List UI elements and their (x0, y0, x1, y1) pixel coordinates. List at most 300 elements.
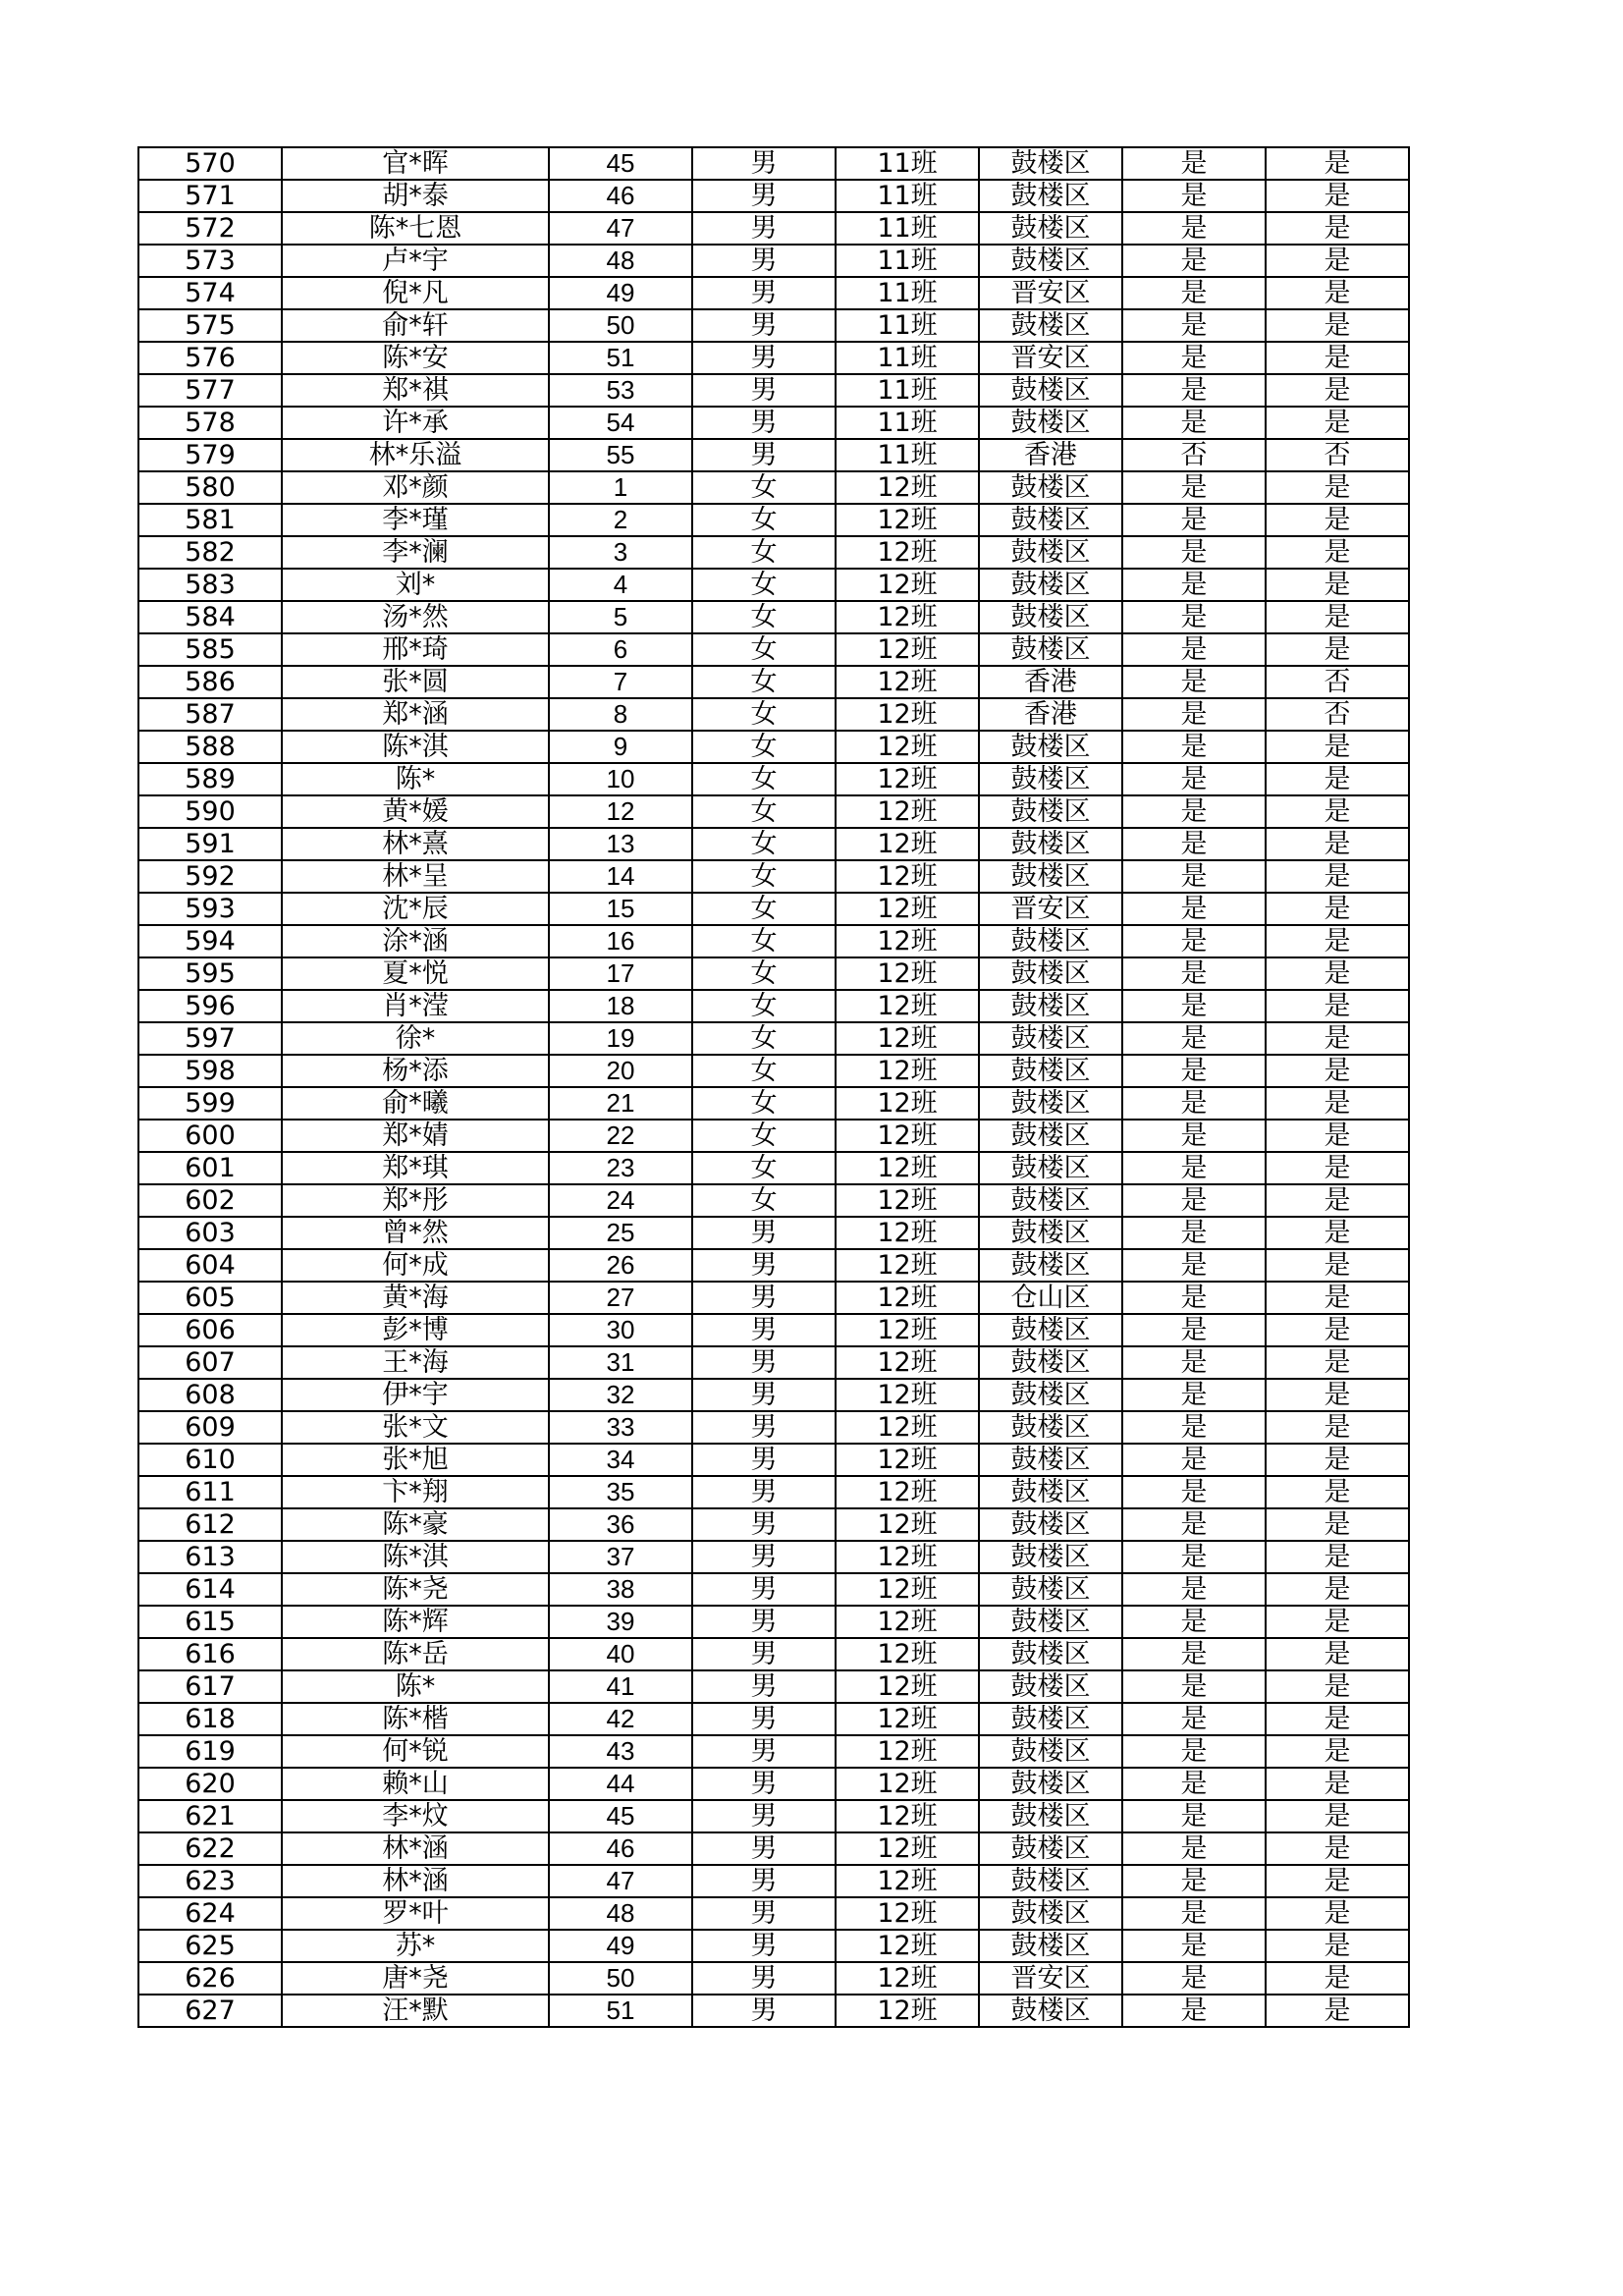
flag-b-cell: 是 (1266, 731, 1409, 763)
gender-cell: 男 (692, 1379, 836, 1411)
flag-b-cell: 是 (1266, 1184, 1409, 1217)
seat-number-cell: 8 (549, 698, 692, 731)
flag-a-cell: 是 (1122, 504, 1266, 536)
class-cell: 12班 (836, 1152, 979, 1184)
class-cell: 11班 (836, 374, 979, 407)
class-cell: 12班 (836, 1606, 979, 1638)
student-name-cell: 汪*默 (282, 1995, 549, 2027)
table-row (138, 666, 1409, 698)
class-cell: 12班 (836, 1930, 979, 1962)
class-cell: 12班 (836, 536, 979, 569)
flag-b-cell: 是 (1266, 1087, 1409, 1120)
class-cell: 12班 (836, 1411, 979, 1444)
flag-b-cell: 是 (1266, 1022, 1409, 1055)
district-cell: 鼓楼区 (979, 1638, 1122, 1670)
flag-a-cell: 是 (1122, 957, 1266, 990)
class-cell: 12班 (836, 1087, 979, 1120)
flag-a-cell: 是 (1122, 180, 1266, 212)
district-cell: 鼓楼区 (979, 601, 1122, 633)
student-name-cell: 卞*翔 (282, 1476, 549, 1508)
row-number-cell: 621 (138, 1800, 282, 1832)
row-number-cell: 596 (138, 990, 282, 1022)
district-cell: 鼓楼区 (979, 828, 1122, 860)
flag-b-cell: 是 (1266, 180, 1409, 212)
class-cell: 12班 (836, 1120, 979, 1152)
flag-a-cell: 是 (1122, 925, 1266, 957)
seat-number-cell: 53 (549, 374, 692, 407)
gender-cell: 男 (692, 1832, 836, 1865)
student-name-cell: 黄*海 (282, 1282, 549, 1314)
district-cell: 鼓楼区 (979, 925, 1122, 957)
row-number-cell: 625 (138, 1930, 282, 1962)
district-cell: 晋安区 (979, 893, 1122, 925)
class-cell: 12班 (836, 1379, 979, 1411)
table-row (138, 795, 1409, 828)
gender-cell: 男 (692, 1897, 836, 1930)
flag-b-cell: 是 (1266, 1541, 1409, 1573)
table-row (138, 1638, 1409, 1670)
table-row (138, 1897, 1409, 1930)
flag-a-cell: 是 (1122, 1573, 1266, 1606)
student-name-cell: 林*涵 (282, 1865, 549, 1897)
row-number-cell: 600 (138, 1120, 282, 1152)
student-name-cell: 伊*宇 (282, 1379, 549, 1411)
gender-cell: 女 (692, 957, 836, 990)
flag-a-cell: 是 (1122, 374, 1266, 407)
student-name-cell: 林*乐溢 (282, 439, 549, 471)
student-name-cell: 卢*宇 (282, 245, 549, 277)
class-cell: 12班 (836, 1022, 979, 1055)
gender-cell: 男 (692, 342, 836, 374)
student-name-cell: 倪*凡 (282, 277, 549, 309)
class-cell: 12班 (836, 1670, 979, 1703)
gender-cell: 男 (692, 277, 836, 309)
student-name-cell: 陈*七恩 (282, 212, 549, 245)
gender-cell: 男 (692, 1962, 836, 1995)
flag-b-cell: 是 (1266, 1930, 1409, 1962)
row-number-cell: 606 (138, 1314, 282, 1346)
row-number-cell: 603 (138, 1217, 282, 1249)
student-name-cell: 苏* (282, 1930, 549, 1962)
class-cell: 12班 (836, 763, 979, 795)
seat-number-cell: 9 (549, 731, 692, 763)
flag-a-cell: 是 (1122, 1314, 1266, 1346)
gender-cell: 女 (692, 504, 836, 536)
row-number-cell: 586 (138, 666, 282, 698)
district-cell: 鼓楼区 (979, 860, 1122, 893)
table-row (138, 1865, 1409, 1897)
flag-a-cell: 是 (1122, 1411, 1266, 1444)
seat-number-cell: 16 (549, 925, 692, 957)
seat-number-cell: 23 (549, 1152, 692, 1184)
flag-b-cell: 是 (1266, 1444, 1409, 1476)
student-name-cell: 陈* (282, 763, 549, 795)
flag-b-cell: 是 (1266, 1055, 1409, 1087)
table-row (138, 147, 1409, 180)
class-cell: 11班 (836, 407, 979, 439)
row-number-cell: 574 (138, 277, 282, 309)
class-cell: 12班 (836, 1768, 979, 1800)
student-name-cell: 曾*然 (282, 1217, 549, 1249)
table-row (138, 1184, 1409, 1217)
student-name-cell: 肖*滢 (282, 990, 549, 1022)
flag-b-cell: 是 (1266, 1735, 1409, 1768)
flag-a-cell: 是 (1122, 1152, 1266, 1184)
gender-cell: 男 (692, 147, 836, 180)
seat-number-cell: 45 (549, 1800, 692, 1832)
flag-b-cell: 是 (1266, 1314, 1409, 1346)
row-number-cell: 605 (138, 1282, 282, 1314)
table-row (138, 180, 1409, 212)
student-name-cell: 罗*叶 (282, 1897, 549, 1930)
student-name-cell: 汤*然 (282, 601, 549, 633)
row-number-cell: 581 (138, 504, 282, 536)
class-cell: 12班 (836, 731, 979, 763)
district-cell: 鼓楼区 (979, 471, 1122, 504)
table-row (138, 439, 1409, 471)
flag-b-cell: 是 (1266, 342, 1409, 374)
flag-a-cell: 是 (1122, 1865, 1266, 1897)
table-row (138, 504, 1409, 536)
seat-number-cell: 34 (549, 1444, 692, 1476)
class-cell: 12班 (836, 1055, 979, 1087)
district-cell: 鼓楼区 (979, 504, 1122, 536)
student-name-cell: 陈*尧 (282, 1573, 549, 1606)
flag-a-cell: 是 (1122, 731, 1266, 763)
seat-number-cell: 46 (549, 180, 692, 212)
district-cell: 香港 (979, 439, 1122, 471)
table-row (138, 471, 1409, 504)
class-cell: 12班 (836, 860, 979, 893)
district-cell: 鼓楼区 (979, 633, 1122, 666)
class-cell: 12班 (836, 1800, 979, 1832)
table-row (138, 1444, 1409, 1476)
row-number-cell: 624 (138, 1897, 282, 1930)
gender-cell: 女 (692, 893, 836, 925)
student-name-cell: 涂*涵 (282, 925, 549, 957)
gender-cell: 女 (692, 633, 836, 666)
student-name-cell: 张*旭 (282, 1444, 549, 1476)
table-row (138, 212, 1409, 245)
class-cell: 12班 (836, 471, 979, 504)
student-name-cell: 李*炆 (282, 1800, 549, 1832)
flag-a-cell: 是 (1122, 990, 1266, 1022)
flag-a-cell: 是 (1122, 342, 1266, 374)
class-cell: 11班 (836, 439, 979, 471)
district-cell: 鼓楼区 (979, 569, 1122, 601)
flag-a-cell: 是 (1122, 1282, 1266, 1314)
flag-a-cell: 是 (1122, 1703, 1266, 1735)
gender-cell: 女 (692, 828, 836, 860)
flag-b-cell: 是 (1266, 1638, 1409, 1670)
district-cell: 鼓楼区 (979, 1184, 1122, 1217)
row-number-cell: 595 (138, 957, 282, 990)
seat-number-cell: 15 (549, 893, 692, 925)
seat-number-cell: 27 (549, 1282, 692, 1314)
row-number-cell: 627 (138, 1995, 282, 2027)
class-cell: 12班 (836, 1508, 979, 1541)
student-name-cell: 李*瑾 (282, 504, 549, 536)
seat-number-cell: 2 (549, 504, 692, 536)
district-cell: 鼓楼区 (979, 1541, 1122, 1573)
table-row (138, 1800, 1409, 1832)
class-cell: 12班 (836, 1541, 979, 1573)
flag-b-cell: 是 (1266, 212, 1409, 245)
district-cell: 鼓楼区 (979, 1314, 1122, 1346)
flag-b-cell: 是 (1266, 633, 1409, 666)
gender-cell: 女 (692, 990, 836, 1022)
district-cell: 鼓楼区 (979, 1930, 1122, 1962)
seat-number-cell: 13 (549, 828, 692, 860)
table-row (138, 1055, 1409, 1087)
gender-cell: 男 (692, 1314, 836, 1346)
class-cell: 12班 (836, 828, 979, 860)
district-cell: 鼓楼区 (979, 1768, 1122, 1800)
seat-number-cell: 21 (549, 1087, 692, 1120)
student-name-cell: 李*澜 (282, 536, 549, 569)
seat-number-cell: 20 (549, 1055, 692, 1087)
flag-a-cell: 是 (1122, 1249, 1266, 1282)
seat-number-cell: 5 (549, 601, 692, 633)
flag-b-cell: 是 (1266, 245, 1409, 277)
flag-b-cell: 是 (1266, 1476, 1409, 1508)
class-cell: 11班 (836, 277, 979, 309)
flag-a-cell: 是 (1122, 1995, 1266, 2027)
district-cell: 香港 (979, 666, 1122, 698)
gender-cell: 男 (692, 1411, 836, 1444)
table-row (138, 1314, 1409, 1346)
gender-cell: 女 (692, 569, 836, 601)
class-cell: 12班 (836, 1962, 979, 1995)
flag-b-cell: 否 (1266, 666, 1409, 698)
district-cell: 鼓楼区 (979, 1022, 1122, 1055)
flag-b-cell: 是 (1266, 860, 1409, 893)
table-row (138, 1606, 1409, 1638)
flag-b-cell: 是 (1266, 374, 1409, 407)
seat-number-cell: 51 (549, 1995, 692, 2027)
table-row (138, 828, 1409, 860)
flag-a-cell: 是 (1122, 569, 1266, 601)
table-row (138, 1152, 1409, 1184)
class-cell: 12班 (836, 633, 979, 666)
seat-number-cell: 54 (549, 407, 692, 439)
class-cell: 12班 (836, 504, 979, 536)
class-cell: 12班 (836, 1638, 979, 1670)
table-row (138, 1703, 1409, 1735)
flag-a-cell: 是 (1122, 633, 1266, 666)
class-cell: 12班 (836, 1184, 979, 1217)
flag-a-cell: 是 (1122, 536, 1266, 569)
district-cell: 鼓楼区 (979, 1995, 1122, 2027)
seat-number-cell: 41 (549, 1670, 692, 1703)
row-number-cell: 587 (138, 698, 282, 731)
table-row (138, 536, 1409, 569)
flag-a-cell: 是 (1122, 471, 1266, 504)
gender-cell: 女 (692, 1184, 836, 1217)
table-row (138, 731, 1409, 763)
district-cell: 鼓楼区 (979, 990, 1122, 1022)
gender-cell: 男 (692, 1703, 836, 1735)
row-number-cell: 622 (138, 1832, 282, 1865)
seat-number-cell: 47 (549, 1865, 692, 1897)
seat-number-cell: 10 (549, 763, 692, 795)
row-number-cell: 623 (138, 1865, 282, 1897)
table-row (138, 277, 1409, 309)
district-cell: 鼓楼区 (979, 1379, 1122, 1411)
gender-cell: 男 (692, 1217, 836, 1249)
table-row (138, 1735, 1409, 1768)
class-cell: 12班 (836, 1282, 979, 1314)
gender-cell: 女 (692, 1055, 836, 1087)
flag-a-cell: 是 (1122, 1735, 1266, 1768)
district-cell: 鼓楼区 (979, 1444, 1122, 1476)
seat-number-cell: 30 (549, 1314, 692, 1346)
gender-cell: 男 (692, 1995, 836, 2027)
table-row (138, 1541, 1409, 1573)
flag-a-cell: 是 (1122, 1087, 1266, 1120)
flag-a-cell: 是 (1122, 666, 1266, 698)
student-name-cell: 黄*媛 (282, 795, 549, 828)
seat-number-cell: 1 (549, 471, 692, 504)
seat-number-cell: 48 (549, 1897, 692, 1930)
class-cell: 12班 (836, 1573, 979, 1606)
flag-b-cell: 是 (1266, 1249, 1409, 1282)
student-name-cell: 何*成 (282, 1249, 549, 1282)
district-cell: 鼓楼区 (979, 1573, 1122, 1606)
seat-number-cell: 14 (549, 860, 692, 893)
row-number-cell: 626 (138, 1962, 282, 1995)
flag-a-cell: 是 (1122, 1022, 1266, 1055)
class-cell: 12班 (836, 1897, 979, 1930)
student-name-cell: 张*圆 (282, 666, 549, 698)
flag-a-cell: 是 (1122, 1606, 1266, 1638)
class-cell: 11班 (836, 212, 979, 245)
student-name-cell: 杨*添 (282, 1055, 549, 1087)
seat-number-cell: 51 (549, 342, 692, 374)
district-cell: 晋安区 (979, 1962, 1122, 1995)
flag-b-cell: 是 (1266, 536, 1409, 569)
row-number-cell: 611 (138, 1476, 282, 1508)
district-cell: 鼓楼区 (979, 1800, 1122, 1832)
flag-a-cell: 是 (1122, 763, 1266, 795)
table-row (138, 1217, 1409, 1249)
table-row (138, 633, 1409, 666)
district-cell: 香港 (979, 698, 1122, 731)
class-cell: 12班 (836, 666, 979, 698)
student-name-cell: 林*涵 (282, 1832, 549, 1865)
gender-cell: 男 (692, 1346, 836, 1379)
table-row (138, 957, 1409, 990)
student-name-cell: 许*承 (282, 407, 549, 439)
row-number-cell: 583 (138, 569, 282, 601)
gender-cell: 男 (692, 1476, 836, 1508)
seat-number-cell: 17 (549, 957, 692, 990)
flag-a-cell: 是 (1122, 1832, 1266, 1865)
student-name-cell: 陈*豪 (282, 1508, 549, 1541)
flag-b-cell: 是 (1266, 1508, 1409, 1541)
row-number-cell: 589 (138, 763, 282, 795)
table-row (138, 925, 1409, 957)
row-number-cell: 576 (138, 342, 282, 374)
gender-cell: 男 (692, 1444, 836, 1476)
district-cell: 鼓楼区 (979, 536, 1122, 569)
table-row (138, 990, 1409, 1022)
class-cell: 12班 (836, 957, 979, 990)
student-name-cell: 刘* (282, 569, 549, 601)
flag-b-cell: 是 (1266, 147, 1409, 180)
row-number-cell: 612 (138, 1508, 282, 1541)
seat-number-cell: 49 (549, 1930, 692, 1962)
seat-number-cell: 37 (549, 1541, 692, 1573)
row-number-cell: 609 (138, 1411, 282, 1444)
gender-cell: 男 (692, 212, 836, 245)
class-cell: 12班 (836, 1314, 979, 1346)
district-cell: 仓山区 (979, 1282, 1122, 1314)
row-number-cell: 580 (138, 471, 282, 504)
district-cell: 鼓楼区 (979, 309, 1122, 342)
row-number-cell: 618 (138, 1703, 282, 1735)
student-name-cell: 唐*尧 (282, 1962, 549, 1995)
flag-a-cell: 是 (1122, 212, 1266, 245)
flag-b-cell: 是 (1266, 795, 1409, 828)
district-cell: 鼓楼区 (979, 1832, 1122, 1865)
row-number-cell: 608 (138, 1379, 282, 1411)
seat-number-cell: 4 (549, 569, 692, 601)
gender-cell: 男 (692, 407, 836, 439)
student-name-cell: 陈*辉 (282, 1606, 549, 1638)
flag-a-cell: 是 (1122, 1379, 1266, 1411)
row-number-cell: 590 (138, 795, 282, 828)
flag-b-cell: 是 (1266, 601, 1409, 633)
row-number-cell: 598 (138, 1055, 282, 1087)
table-row (138, 569, 1409, 601)
student-name-cell: 官*晖 (282, 147, 549, 180)
student-name-cell: 陈*安 (282, 342, 549, 374)
flag-a-cell: 是 (1122, 1055, 1266, 1087)
table-row (138, 1930, 1409, 1962)
student-name-cell: 俞*曦 (282, 1087, 549, 1120)
flag-b-cell: 是 (1266, 1832, 1409, 1865)
table-body (138, 147, 1409, 2027)
class-cell: 12班 (836, 1865, 979, 1897)
district-cell: 鼓楼区 (979, 407, 1122, 439)
row-number-cell: 584 (138, 601, 282, 633)
student-name-cell: 沈*辰 (282, 893, 549, 925)
flag-a-cell: 是 (1122, 1897, 1266, 1930)
table-row (138, 1379, 1409, 1411)
district-cell: 鼓楼区 (979, 1508, 1122, 1541)
student-name-cell: 胡*泰 (282, 180, 549, 212)
student-name-cell: 郑*祺 (282, 374, 549, 407)
flag-b-cell: 是 (1266, 1670, 1409, 1703)
table-row (138, 1768, 1409, 1800)
table-row (138, 1995, 1409, 2027)
class-cell: 11班 (836, 180, 979, 212)
class-cell: 12班 (836, 1703, 979, 1735)
gender-cell: 男 (692, 1768, 836, 1800)
table-row (138, 1476, 1409, 1508)
row-number-cell: 573 (138, 245, 282, 277)
table-row (138, 1670, 1409, 1703)
flag-a-cell: 是 (1122, 893, 1266, 925)
student-name-cell: 赖*山 (282, 1768, 549, 1800)
table-row (138, 1346, 1409, 1379)
seat-number-cell: 47 (549, 212, 692, 245)
district-cell: 鼓楼区 (979, 1703, 1122, 1735)
gender-cell: 男 (692, 374, 836, 407)
flag-a-cell: 是 (1122, 1962, 1266, 1995)
student-name-cell: 郑*婧 (282, 1120, 549, 1152)
